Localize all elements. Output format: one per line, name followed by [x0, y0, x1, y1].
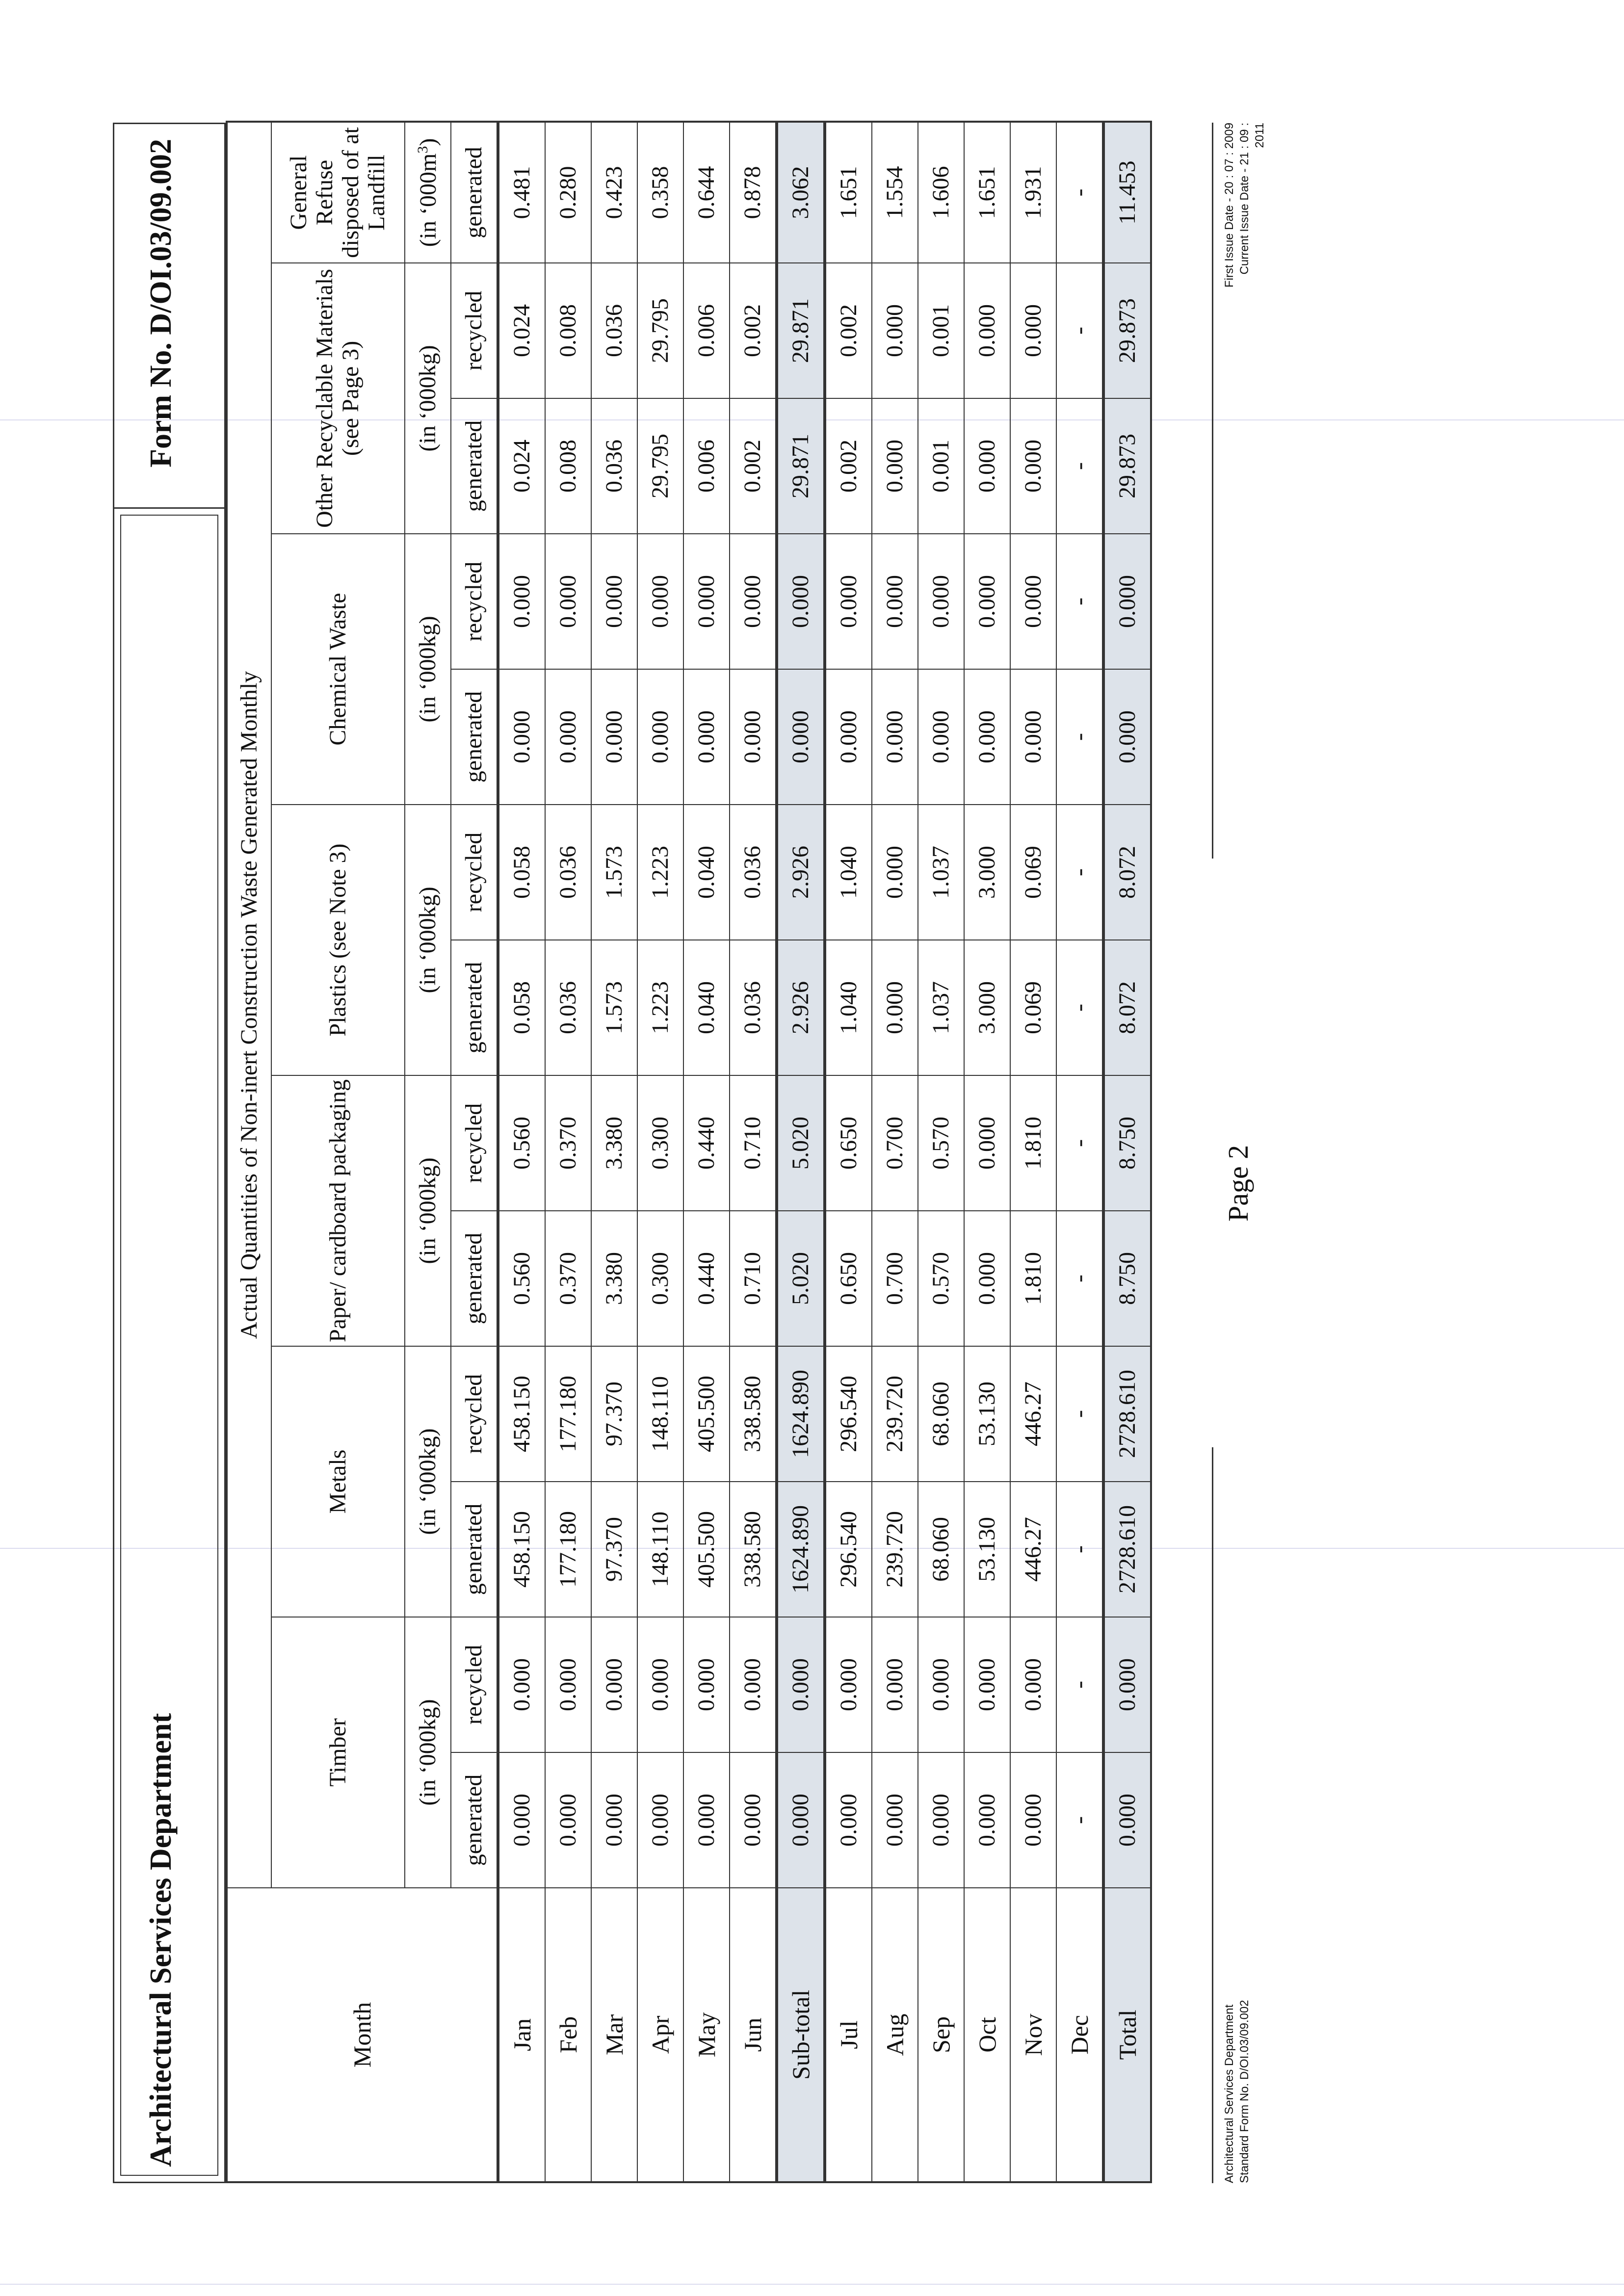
value-cell: 338.580 [730, 1482, 777, 1617]
value-cell: 0.000 [1010, 1617, 1056, 1752]
value-cell: 0.000 [730, 669, 777, 805]
value-cell: 1.040 [825, 940, 872, 1075]
month-cell: Nov [1010, 1888, 1056, 2182]
value-cell: 405.500 [683, 1482, 730, 1617]
table-row [1103, 122, 1151, 2182]
value-cell: - [1056, 940, 1103, 1075]
value-cell: 177.180 [545, 1482, 591, 1617]
value-cell: 0.000 [918, 669, 964, 805]
value-cell: 0.300 [637, 1211, 683, 1346]
form-number: Form No. D/OI.03/09.002 [144, 139, 178, 468]
table-row [1010, 122, 1056, 2182]
value-cell: 0.000 [777, 1617, 825, 1752]
value-cell: 239.720 [872, 1482, 918, 1617]
table-row [730, 122, 777, 2182]
footer-rule [1212, 123, 1213, 859]
month-column-header: Month [227, 1888, 498, 2182]
value-cell: 11.453 [1103, 122, 1151, 263]
recycled-column-header: recycled [451, 263, 498, 398]
month-cell: Sep [918, 1888, 964, 2182]
value-cell: 0.000 [1010, 263, 1056, 398]
generated-column-header: generated [451, 1752, 498, 1888]
value-cell: - [1056, 1617, 1103, 1752]
value-cell: 0.000 [872, 669, 918, 805]
value-cell: 29.871 [777, 398, 825, 534]
value-cell: 0.000 [637, 1617, 683, 1752]
footer-issue-date-current: Current Issue Date - 21 : 09 : 2011 [1238, 123, 1267, 275]
value-cell: 1.037 [918, 940, 964, 1075]
table-row [1056, 122, 1103, 2182]
month-cell: Dec [1056, 1888, 1103, 2182]
value-cell: 0.000 [545, 1752, 591, 1888]
value-cell: 0.036 [545, 805, 591, 940]
value-cell: 0.370 [545, 1211, 591, 1346]
value-cell: 1.931 [1010, 122, 1056, 263]
value-cell: 0.000 [872, 940, 918, 1075]
value-cell: 458.150 [498, 1346, 545, 1482]
footer-left-line: Architectural Services Department [1223, 2004, 1236, 2183]
value-cell: - [1056, 1482, 1103, 1617]
value-cell: - [1056, 1075, 1103, 1211]
value-cell: 0.000 [545, 669, 591, 805]
value-cell: 0.036 [591, 263, 637, 398]
unit-header: (in ‘000kg) [405, 534, 451, 805]
value-cell: 0.000 [591, 1752, 637, 1888]
generated-column-header: generated [451, 669, 498, 805]
value-cell: 0.710 [730, 1075, 777, 1211]
value-cell: 446.27 [1010, 1482, 1056, 1617]
value-cell: 0.000 [1010, 398, 1056, 534]
value-cell: 0.058 [498, 805, 545, 940]
value-cell: 458.150 [498, 1482, 545, 1617]
value-cell: 338.580 [730, 1346, 777, 1482]
value-cell: 2.926 [777, 805, 825, 940]
value-cell: 0.000 [964, 1752, 1010, 1888]
value-cell: 0.040 [683, 805, 730, 940]
unit-suffix: ) [415, 138, 441, 146]
value-cell: - [1056, 1211, 1103, 1346]
value-cell: - [1056, 263, 1103, 398]
unit-header [405, 122, 451, 263]
unit-header: (in ‘000kg) [405, 805, 451, 1075]
value-cell: 3.380 [591, 1075, 637, 1211]
unit-header-row [405, 122, 451, 2182]
value-cell: 0.570 [918, 1075, 964, 1211]
value-cell: 0.000 [591, 534, 637, 669]
month-cell: Feb [545, 1888, 591, 2182]
value-cell: 0.001 [918, 398, 964, 534]
value-cell: - [1056, 1752, 1103, 1888]
month-cell: Mar [591, 1888, 637, 2182]
value-cell: 3.000 [964, 805, 1010, 940]
waste-quantities-table [226, 121, 1152, 2183]
value-cell: 97.370 [591, 1346, 637, 1482]
value-cell: 0.878 [730, 122, 777, 263]
value-cell: - [1056, 669, 1103, 805]
value-cell: 0.058 [498, 940, 545, 1075]
category-header: Timber [271, 1617, 405, 1888]
value-cell: 3.380 [591, 1211, 637, 1346]
category-header: General Refuse disposed of at Landfill [271, 122, 405, 263]
value-cell: 0.000 [872, 263, 918, 398]
table-row [964, 122, 1010, 2182]
value-cell: 148.110 [637, 1482, 683, 1617]
value-cell: 29.795 [637, 398, 683, 534]
value-cell: 0.000 [964, 669, 1010, 805]
value-cell: 0.008 [545, 263, 591, 398]
value-cell: 0.000 [918, 534, 964, 669]
value-cell: 97.370 [591, 1482, 637, 1617]
value-cell: 0.036 [591, 398, 637, 534]
value-cell: 0.000 [964, 534, 1010, 669]
value-cell: 0.644 [683, 122, 730, 263]
value-cell: 0.000 [1103, 534, 1151, 669]
value-cell: 0.000 [777, 669, 825, 805]
value-cell: 0.000 [637, 669, 683, 805]
value-cell: 0.000 [1010, 1752, 1056, 1888]
value-cell: 0.000 [637, 1752, 683, 1888]
value-cell: 0.000 [591, 669, 637, 805]
value-cell: 0.650 [825, 1211, 872, 1346]
form-header-left-box [114, 507, 224, 2182]
value-cell: 0.300 [637, 1075, 683, 1211]
value-cell: 29.873 [1103, 263, 1151, 398]
unit-prefix: (in ‘000m [415, 153, 441, 247]
value-cell: 0.006 [683, 398, 730, 534]
column-header-row [451, 122, 498, 2182]
value-cell: 0.000 [872, 1752, 918, 1888]
value-cell: 0.000 [825, 534, 872, 669]
value-cell: 0.000 [730, 534, 777, 669]
value-cell: 0.000 [545, 1617, 591, 1752]
value-cell: 0.000 [730, 1752, 777, 1888]
value-cell: 177.180 [545, 1346, 591, 1482]
value-cell: - [1056, 122, 1103, 263]
table-row [683, 122, 730, 2182]
value-cell: 0.000 [591, 1617, 637, 1752]
value-cell: 1.573 [591, 940, 637, 1075]
value-cell: 0.370 [545, 1075, 591, 1211]
value-cell: 0.000 [1103, 669, 1151, 805]
value-cell: 239.720 [872, 1346, 918, 1482]
unit-header: (in ‘000kg) [405, 263, 451, 534]
value-cell: 0.000 [825, 1752, 872, 1888]
table-row [825, 122, 872, 2182]
recycled-column-header: recycled [451, 1617, 498, 1752]
value-cell: - [1056, 1346, 1103, 1482]
value-cell: 0.440 [683, 1075, 730, 1211]
value-cell: - [1056, 398, 1103, 534]
category-header: Other Recyclable Materials (see Page 3) [271, 263, 405, 534]
value-cell: 0.560 [498, 1075, 545, 1211]
value-cell: 296.540 [825, 1346, 872, 1482]
month-cell: Total [1103, 1888, 1151, 2182]
value-cell: 0.650 [825, 1075, 872, 1211]
value-cell: 0.000 [777, 534, 825, 669]
value-cell: 68.060 [918, 1482, 964, 1617]
value-cell: 0.000 [545, 534, 591, 669]
value-cell: 8.072 [1103, 940, 1151, 1075]
value-cell: 0.000 [964, 263, 1010, 398]
value-cell: 1.573 [591, 805, 637, 940]
value-cell: 1.606 [918, 122, 964, 263]
value-cell: 0.358 [637, 122, 683, 263]
unit-header: (in ‘000kg) [405, 1346, 451, 1617]
value-cell: 1624.890 [777, 1482, 825, 1617]
table-row [498, 122, 545, 2182]
value-cell: - [1056, 534, 1103, 669]
value-cell: 2.926 [777, 940, 825, 1075]
value-cell: 53.130 [964, 1346, 1010, 1482]
value-cell: 0.000 [683, 1752, 730, 1888]
footer-left-line: Standard Form No. D/OI.03/09.002 [1238, 2000, 1252, 2183]
value-cell: 0.036 [730, 940, 777, 1075]
value-cell: 0.008 [545, 398, 591, 534]
table-row [777, 122, 825, 2182]
value-cell: 29.871 [777, 263, 825, 398]
value-cell: 405.500 [683, 1346, 730, 1482]
month-cell: May [683, 1888, 730, 2182]
value-cell: 0.002 [730, 398, 777, 534]
value-cell: 0.700 [872, 1075, 918, 1211]
waste-table-wrapper [226, 123, 1152, 2183]
rotated-form-page [113, 123, 1428, 2183]
value-cell: 0.000 [683, 669, 730, 805]
footer-rule [1212, 1447, 1213, 2183]
value-cell: 5.020 [777, 1075, 825, 1211]
value-cell: 3.062 [777, 122, 825, 263]
footer-issue-date-first: First Issue Date - 20 : 07 : 2009 [1223, 123, 1236, 288]
value-cell: 0.000 [872, 1617, 918, 1752]
generated-column-header: generated [451, 122, 498, 263]
value-cell: 0.000 [872, 805, 918, 940]
unit-header: (in ‘000kg) [405, 1075, 451, 1346]
value-cell: 0.069 [1010, 940, 1056, 1075]
table-body [498, 122, 1151, 2182]
table-row [918, 122, 964, 2182]
category-header: Metals [271, 1346, 405, 1617]
value-cell: 0.000 [964, 398, 1010, 534]
value-cell: 0.000 [964, 1617, 1010, 1752]
value-cell: 0.024 [498, 398, 545, 534]
unit-header: (in ‘000kg) [405, 1617, 451, 1888]
value-cell: 0.560 [498, 1211, 545, 1346]
value-cell: 0.000 [730, 1617, 777, 1752]
value-cell: 0.000 [1010, 534, 1056, 669]
category-header: Chemical Waste [271, 534, 405, 805]
value-cell: 0.000 [964, 1075, 1010, 1211]
value-cell: 0.036 [545, 940, 591, 1075]
value-cell: 0.002 [730, 263, 777, 398]
generated-column-header: generated [451, 398, 498, 534]
value-cell: 5.020 [777, 1211, 825, 1346]
value-cell: 29.873 [1103, 398, 1151, 534]
category-header-row [271, 122, 405, 2182]
value-cell: 1.810 [1010, 1075, 1056, 1211]
value-cell: 0.000 [498, 1617, 545, 1752]
value-cell: 0.423 [591, 122, 637, 263]
value-cell: 68.060 [918, 1346, 964, 1482]
month-cell: Jan [498, 1888, 545, 2182]
value-cell: 0.000 [498, 1752, 545, 1888]
table-row [545, 122, 591, 2182]
month-cell: Apr [637, 1888, 683, 2182]
month-cell: Sub-total [777, 1888, 825, 2182]
category-header: Paper/ cardboard packaging [271, 1075, 405, 1346]
value-cell: 0.024 [498, 263, 545, 398]
value-cell: 3.000 [964, 940, 1010, 1075]
value-cell: 0.570 [918, 1211, 964, 1346]
value-cell: 0.280 [545, 122, 591, 263]
value-cell: 1.040 [825, 805, 872, 940]
recycled-column-header: recycled [451, 805, 498, 940]
generated-column-header: generated [451, 940, 498, 1075]
value-cell: 0.710 [730, 1211, 777, 1346]
value-cell: 0.001 [918, 263, 964, 398]
value-cell: 0.000 [777, 1752, 825, 1888]
value-cell: 0.000 [872, 398, 918, 534]
value-cell: 1624.890 [777, 1346, 825, 1482]
month-cell: Aug [872, 1888, 918, 2182]
value-cell: 296.540 [825, 1482, 872, 1617]
value-cell: 0.000 [1103, 1752, 1151, 1888]
page-number: Page 2 [1222, 1145, 1254, 1222]
category-header: Plastics (see Note 3) [271, 805, 405, 1075]
footer-left [1222, 2000, 1252, 2183]
value-cell: 0.000 [918, 1617, 964, 1752]
table-row [637, 122, 683, 2182]
value-cell: 1.223 [637, 940, 683, 1075]
value-cell: 0.000 [498, 669, 545, 805]
value-cell: 0.000 [637, 534, 683, 669]
value-cell: 1.223 [637, 805, 683, 940]
value-cell: - [1056, 805, 1103, 940]
value-cell: 0.000 [1103, 1617, 1151, 1752]
value-cell: 0.006 [683, 263, 730, 398]
generated-column-header: generated [451, 1211, 498, 1346]
value-cell: 1.810 [1010, 1211, 1056, 1346]
scan-guide-line [0, 2284, 1624, 2285]
table-title: Actual Quantities of Non-inert Construction Waste Generated Monthly [227, 122, 271, 1888]
value-cell: 0.000 [825, 1617, 872, 1752]
footer-right [1222, 123, 1268, 289]
value-cell: 0.000 [918, 1752, 964, 1888]
value-cell: 0.000 [683, 1617, 730, 1752]
value-cell: 0.481 [498, 122, 545, 263]
value-cell: 8.072 [1103, 805, 1151, 940]
value-cell: 8.750 [1103, 1075, 1151, 1211]
value-cell: 0.000 [498, 534, 545, 669]
value-cell: 1.651 [825, 122, 872, 263]
table-row [591, 122, 637, 2182]
value-cell: 8.750 [1103, 1211, 1151, 1346]
unit-superscript: 3 [414, 146, 431, 154]
value-cell: 0.000 [825, 669, 872, 805]
value-cell: 0.000 [964, 1211, 1010, 1346]
month-cell: Jun [730, 1888, 777, 2182]
month-cell: Jul [825, 1888, 872, 2182]
value-cell: 446.27 [1010, 1346, 1056, 1482]
value-cell: 0.002 [825, 398, 872, 534]
form-header [113, 123, 226, 2183]
value-cell: 0.040 [683, 940, 730, 1075]
value-cell: 1.554 [872, 122, 918, 263]
value-cell: 0.000 [683, 534, 730, 669]
value-cell: 0.440 [683, 1211, 730, 1346]
month-cell: Oct [964, 1888, 1010, 2182]
recycled-column-header: recycled [451, 534, 498, 669]
value-cell: 0.700 [872, 1211, 918, 1346]
value-cell: 29.795 [637, 263, 683, 398]
value-cell: 0.000 [1010, 669, 1056, 805]
value-cell: 2728.610 [1103, 1346, 1151, 1482]
value-cell: 1.651 [964, 122, 1010, 263]
value-cell: 2728.610 [1103, 1482, 1151, 1617]
value-cell: 0.000 [872, 534, 918, 669]
value-cell: 148.110 [637, 1346, 683, 1482]
generated-column-header: generated [451, 1482, 498, 1617]
value-cell: 0.036 [730, 805, 777, 940]
value-cell: 0.002 [825, 263, 872, 398]
value-cell: 53.130 [964, 1482, 1010, 1617]
recycled-column-header: recycled [451, 1075, 498, 1211]
recycled-column-header: recycled [451, 1346, 498, 1482]
value-cell: 1.037 [918, 805, 964, 940]
department-title: Architectural Services Department [144, 1713, 178, 2167]
value-cell: 0.069 [1010, 805, 1056, 940]
table-row [872, 122, 918, 2182]
